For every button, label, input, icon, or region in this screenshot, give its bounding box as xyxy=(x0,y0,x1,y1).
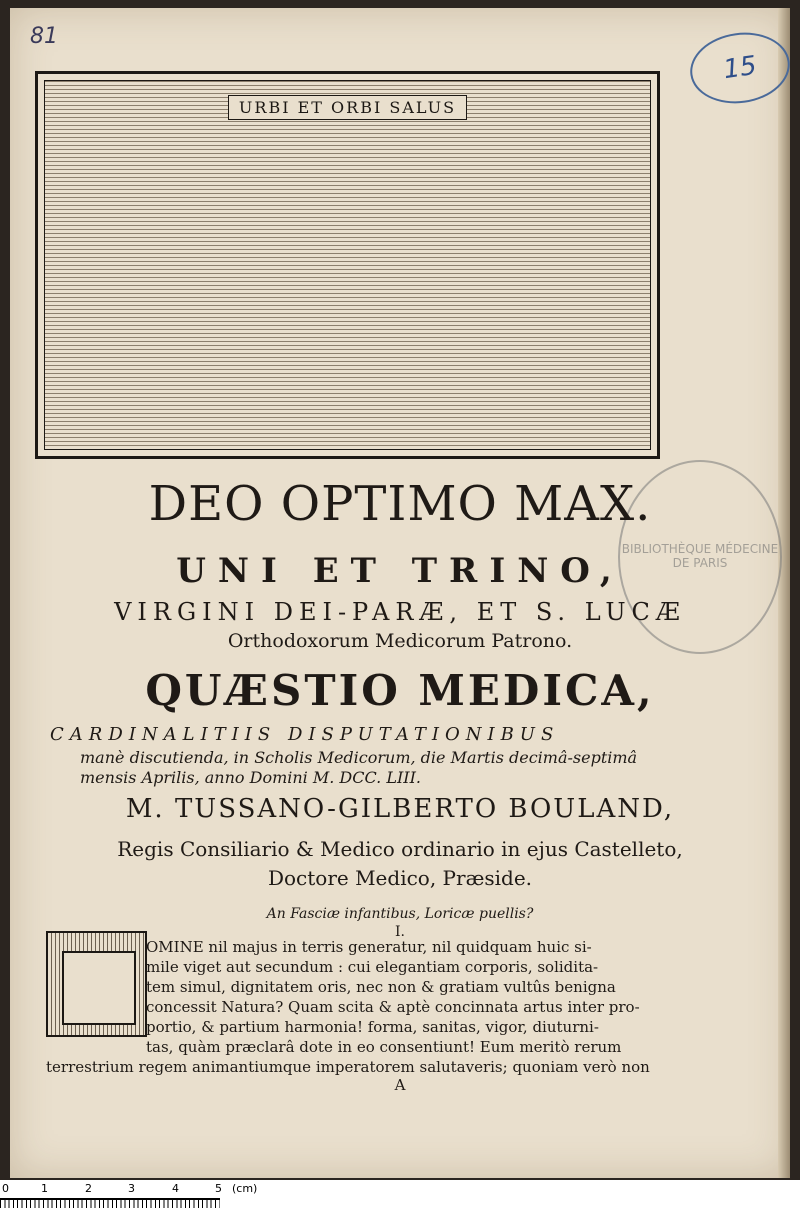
ruler-tick-label: 5 xyxy=(215,1182,222,1195)
ruler-tick-label: 3 xyxy=(128,1182,135,1195)
body-line: mile viget aut secundum : cui elegantiam corporis, solidita- xyxy=(146,958,599,976)
question-title: An Fasciæ infantibus, Loricæ puellis? xyxy=(266,906,534,922)
book-page xyxy=(10,8,790,1178)
praeses-role-2: Doctore Medico, Præside. xyxy=(267,866,533,890)
ruler-tick-label: 4 xyxy=(172,1182,179,1195)
body-line: OMINE nil majus in terris generatur, nil quidquam huic si- xyxy=(146,938,592,956)
body-line: terrestrium regem animantiumque imperatorem salutaveris; quoniam verò non xyxy=(46,1058,650,1076)
title-line-2: UNI ET TRINO, xyxy=(176,551,624,591)
body-line: portio, & partium harmonia! forma, sanitas, vigor, diuturni- xyxy=(146,1018,599,1036)
ruler-tick-label: 0 xyxy=(2,1182,9,1195)
page-edge xyxy=(778,8,790,1178)
italic-line-1: CARDINALITIIS DISPUTATIONIBUS xyxy=(50,724,560,745)
title-line-3: VIRGINI DEI-PARÆ, ET S. LUCÆ xyxy=(114,598,686,626)
woodcut-illustration xyxy=(35,71,660,459)
blue-pencil-number: 15 xyxy=(686,26,795,109)
body-line: concessit Natura? Quam scita & aptè concinnata artus inter pro- xyxy=(146,998,640,1016)
italic-line-2: manè discutienda, in Scholis Medicorum, die Martis decimâ-septimâ xyxy=(80,748,638,767)
signature-mark: A xyxy=(394,1076,406,1094)
section-number: I. xyxy=(395,924,405,940)
initial-building-illustration xyxy=(62,951,136,1025)
italic-line-3: mensis Aprilis, anno Domini M. DCC. LIII. xyxy=(80,768,422,787)
ruler-tick-label: 1 xyxy=(41,1182,48,1195)
title-line-1: DEO OPTIMO MAX. xyxy=(148,476,652,532)
body-line: tas, quàm præclarâ dote in eo consentiunt! Eum meritò rerum xyxy=(146,1038,622,1056)
praeses-name: M. TUSSANO-GILBERTO BOULAND, xyxy=(125,794,675,824)
ruler-tick-label: 2 xyxy=(85,1182,92,1195)
ruler-unit-label: (cm) xyxy=(232,1182,258,1195)
motto-text: URBI ET ORBI SALUS xyxy=(228,95,467,120)
body-line: tem simul, dignitatem oris, nec non & gratiam vultûs benigna xyxy=(146,978,616,996)
title-line-5: QUÆSTIO MEDICA, xyxy=(145,666,655,715)
title-line-4: Orthodoxorum Medicorum Patrono. xyxy=(227,630,573,652)
decorated-initial xyxy=(46,931,147,1037)
woodcut-engraving xyxy=(44,80,651,450)
library-stamp-text: BIBLIOTHÈQUE MÉDECINE DE PARIS xyxy=(621,542,779,570)
praeses-role-1: Regis Consiliario & Medico ordinario in ejus Castelleto, xyxy=(117,837,683,861)
folio-number: 81 xyxy=(30,24,58,49)
woodcut-motto xyxy=(38,98,657,117)
ruler-bar xyxy=(0,1198,220,1208)
scale-ruler xyxy=(0,1180,800,1212)
